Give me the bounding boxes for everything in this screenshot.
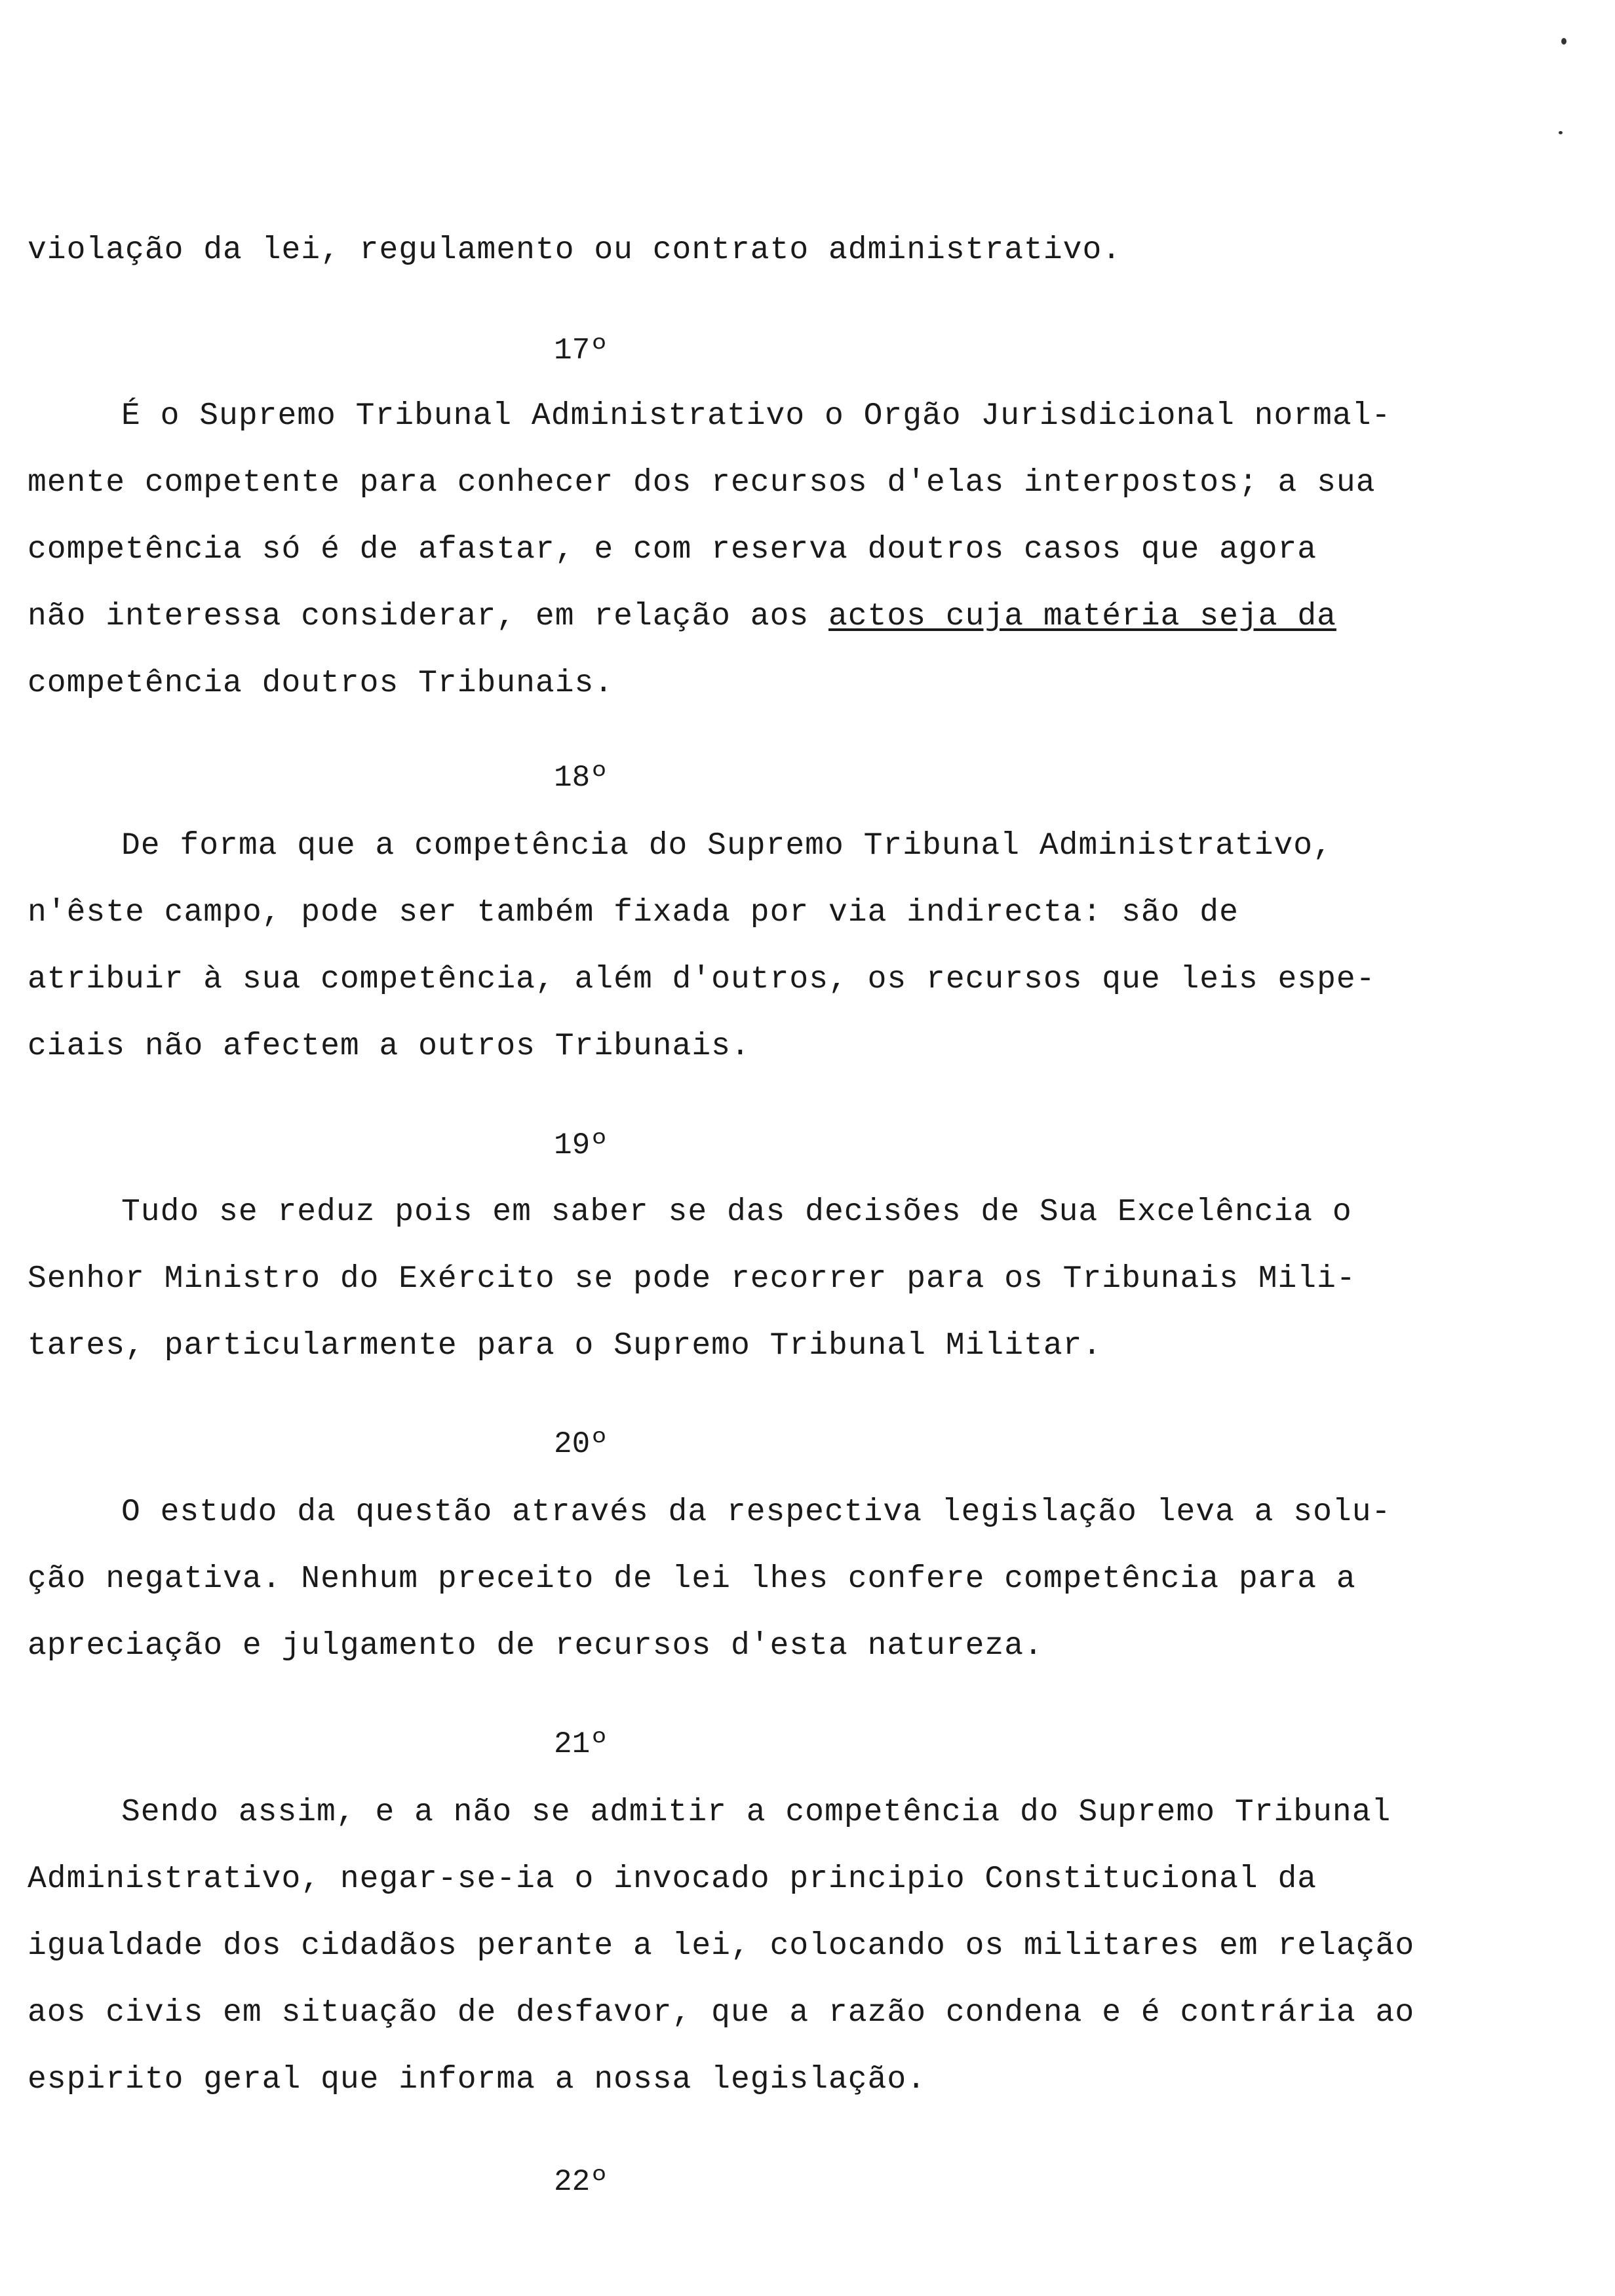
paragraph-21-line-3: igualdade dos cidadãos perante a lei, colocando os militares em relação <box>28 1928 1415 1964</box>
paragraph-20-line-1: O estudo da questão através da respectiva legislação leva a solu- <box>121 1495 1391 1530</box>
paragraph-19-line-1: Tudo se reduz pois em saber se das decisões de Sua Excelência o <box>121 1195 1352 1230</box>
paragraph-19-line-3: tares, particularmente para o Supremo Tribunal Militar. <box>28 1328 1102 1364</box>
scan-speck <box>1561 38 1566 45</box>
section-number-22: 22º <box>554 2165 608 2199</box>
paragraph-21-line-2: Administrativo, negar-se-ia o invocado principio Constitucional da <box>28 1862 1317 1897</box>
paragraph-17-line-4-text: não interessa considerar, em relação aos <box>28 599 828 634</box>
paragraph-18-line-2: n'êste campo, pode ser também fixada por via indirecta: são de <box>28 895 1239 930</box>
paragraph-20-line-3: apreciação e julgamento de recursos d'esta natureza. <box>28 1628 1043 1664</box>
section-number-21: 21º <box>554 1727 608 1761</box>
paragraph-18-line-4: ciais não afectem a outros Tribunais. <box>28 1029 750 1064</box>
paragraph-17-line-1: É o Supremo Tribunal Administrativo o Orgão Jurisdicional normal- <box>121 398 1391 434</box>
paragraph-17-line-5: competência doutros Tribunais. <box>28 666 614 701</box>
paragraph-21-line-5: espirito geral que informa a nossa legislação. <box>28 2062 927 2097</box>
section-number-20: 20º <box>554 1427 608 1461</box>
paragraph-18-line-1: De forma que a competência do Supremo Tribunal Administrativo, <box>121 828 1333 864</box>
paragraph-18-line-3: atribuir à sua competência, além d'outros, os recursos que leis espe- <box>28 962 1376 997</box>
paragraph-17-line-4 <box>28 597 1336 636</box>
paragraph-20-line-2: ção negativa. Nenhum preceito de lei lhes confere competência para a <box>28 1561 1356 1597</box>
continuation-line: violação da lei, regulamento ou contrato administrativo. <box>28 233 1122 268</box>
paragraph-17-line-3: competência só é de afastar, e com reserva doutros casos que agora <box>28 532 1317 567</box>
section-number-19: 19º <box>554 1128 608 1162</box>
section-number-17: 17º <box>554 334 608 368</box>
paragraph-21-line-1: Sendo assim, e a não se admitir a competência do Supremo Tribunal <box>121 1795 1391 1830</box>
paragraph-17-line-2: mente competente para conhecer dos recursos d'elas interpostos; a sua <box>28 465 1376 501</box>
paragraph-21-line-4: aos civis em situação de desfavor, que a razão condena e é contrária ao <box>28 1995 1415 2031</box>
scan-speck <box>1559 131 1563 134</box>
paragraph-19-line-2: Senhor Ministro do Exército se pode recorrer para os Tribunais Mili- <box>28 1261 1356 1297</box>
section-number-18: 18º <box>554 761 608 795</box>
underlined-phrase: actos cuja matéria seja da <box>828 599 1336 634</box>
